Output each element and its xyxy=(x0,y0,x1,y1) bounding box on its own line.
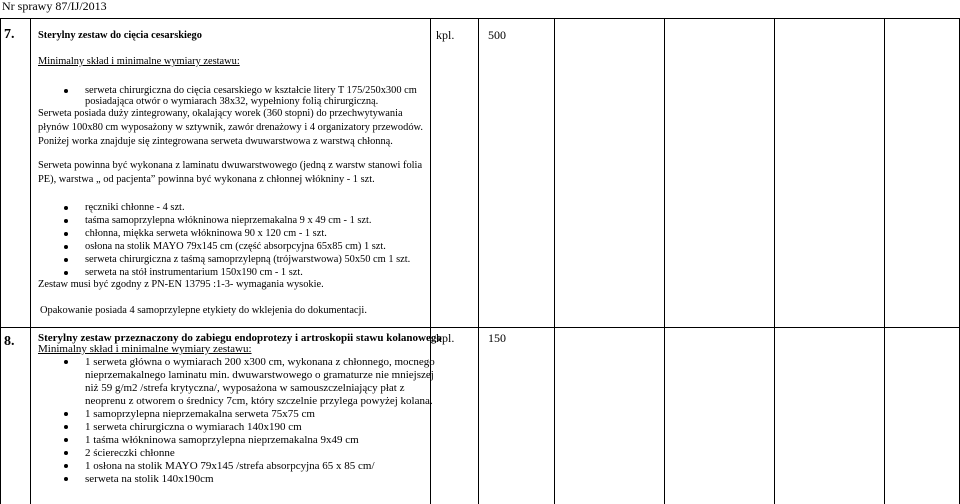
item-7-laminate-line1: Serweta powinna być wykonana z laminatu dwuwarstwowego (jedną z warstw stanowi folia xyxy=(38,160,423,171)
item-7-title: Sterylny zestaw do cięcia cesarskiego xyxy=(38,30,202,41)
item-8-list-item: 2 ściereczki chłonne xyxy=(85,447,175,459)
item-7-desc-line3: Serweta posiada duży zintegrowany, okalający worek (360 stopni) do przechwytywania xyxy=(38,108,403,119)
item-7-laminate-line2: PE), warstwa „ od pacjenta” powinna być wykonana z chłonnej włókniny - 1 szt. xyxy=(38,174,375,185)
item-7-list-item: serweta chirurgiczna z taśmą samoprzylepną (trójwarstwowa) 50x50 cm 1 szt. xyxy=(85,254,411,265)
item-7-quantity: 500 xyxy=(488,28,506,42)
bullet-icon xyxy=(64,451,68,455)
bullet-icon xyxy=(64,271,68,275)
col-border-4 xyxy=(554,18,555,504)
item-8-first-line1: 1 serweta główna o wymiarach 200 x300 cm, wykonana z chłonnego, mocnego xyxy=(85,356,435,368)
col-border-7 xyxy=(884,18,885,504)
item-7-list-item: taśma samoprzylepna włókninowa nieprzemakalna 9 x 49 cm - 1 szt. xyxy=(85,215,372,226)
col-border-left xyxy=(0,18,1,504)
bullet-icon xyxy=(64,412,68,416)
item-7-subtitle: Minimalny skład i minimalne wymiary zestawu: xyxy=(38,56,240,67)
item-7-standard-note: Zestaw musi być zgodny z PN-EN 13795 :1-3- wymagania wysokie. xyxy=(38,279,324,290)
case-number: Nr sprawy 87/IJ/2013 xyxy=(2,0,107,13)
bullet-icon xyxy=(64,245,68,249)
item-8-list-item: 1 taśma włókninowa samoprzylepna nieprzemakalna 9x49 cm xyxy=(85,434,359,446)
item-8-first-line3: niż 59 g/m2 /strefa krytyczna/, wyposażona w samouszczelniający płat z xyxy=(85,382,405,394)
item-8-list-item: serweta na stolik 140x190cm xyxy=(85,473,214,485)
bullet-icon xyxy=(64,232,68,236)
col-border-5 xyxy=(664,18,665,504)
item-8-first-line2: nieprzemakalnego laminatu min. dwuwarstwowego o gramaturze nie mniejszej xyxy=(85,369,434,381)
bullet-icon xyxy=(64,206,68,210)
col-border-2 xyxy=(430,18,431,504)
col-border-6 xyxy=(774,18,775,504)
item-8-number: 8. xyxy=(4,334,15,349)
item-7-unit: kpl. xyxy=(436,28,455,42)
item-8-title: Sterylny zestaw przeznaczony do zabiegu endoprotezy i artroskopii stawu kolanowego xyxy=(38,332,442,344)
item-7-desc-line5: Poniżej worka znajduje się zintegrowana serweta dwuwarstwowa z warstwą chłonną. xyxy=(38,136,393,147)
bullet-icon xyxy=(64,477,68,481)
item-8-unit: kpl. xyxy=(436,331,455,345)
item-7-desc-line4: płynów 100x80 cm wyposażony w sztywnik, zawór drenażowy i 4 organizatory przewodów. xyxy=(38,122,423,133)
bullet-icon xyxy=(64,425,68,429)
item-7-desc-line2: posiadająca otwór o wymiarach 38x32, wypełniony folią chirurgiczną. xyxy=(85,96,379,107)
item-8-list-item: 1 osłona na stolik MAYO 79x145 /strefa absorpcyjna 65 x 85 cm/ xyxy=(85,460,375,472)
item-7-number: 7. xyxy=(4,27,15,42)
item-7-list-item: serweta na stół instrumentarium 150x190 cm - 1 szt. xyxy=(85,267,303,278)
bullet-icon xyxy=(64,89,68,93)
item-8-list-item: 1 serweta chirurgiczna o wymiarach 140x190 cm xyxy=(85,421,302,433)
item-8-subtitle: Minimalny skład i minimalne wymiary zestawu: xyxy=(38,343,252,355)
bullet-icon xyxy=(64,464,68,468)
item-8-list-item: 1 samoprzylepna nieprzemakalna serweta 75x75 cm xyxy=(85,408,315,420)
item-7-list-item: chłonna, miękka serweta włókninowa 90 x 120 cm - 1 szt. xyxy=(85,228,327,239)
item-7-list-item: ręczniki chłonne - 4 szt. xyxy=(85,202,185,213)
bullet-icon xyxy=(64,219,68,223)
bullet-icon xyxy=(64,258,68,262)
bullet-icon xyxy=(64,438,68,442)
row-divider xyxy=(0,327,960,328)
bullet-icon xyxy=(64,360,68,364)
table-top-border xyxy=(0,18,960,19)
col-border-3 xyxy=(478,18,479,504)
item-7-desc-line1: serweta chirurgiczna do cięcia cesarskiego w kształcie litery T 175/250x300 cm xyxy=(85,85,417,96)
item-7-list-item: osłona na stolik MAYO 79x145 cm (część absorpcyjna 65x85 cm) 1 szt. xyxy=(85,241,386,252)
item-8-quantity: 150 xyxy=(488,331,506,345)
col-border-1 xyxy=(30,18,31,504)
item-8-first-line4: neoprenu z otworem o średnicy 7cm, który szczelnie przylega powyżej kolana. xyxy=(85,395,433,407)
item-7-packaging-note: Opakowanie posiada 4 samoprzylepne etykiety do wklejenia do dokumentacji. xyxy=(40,305,367,316)
